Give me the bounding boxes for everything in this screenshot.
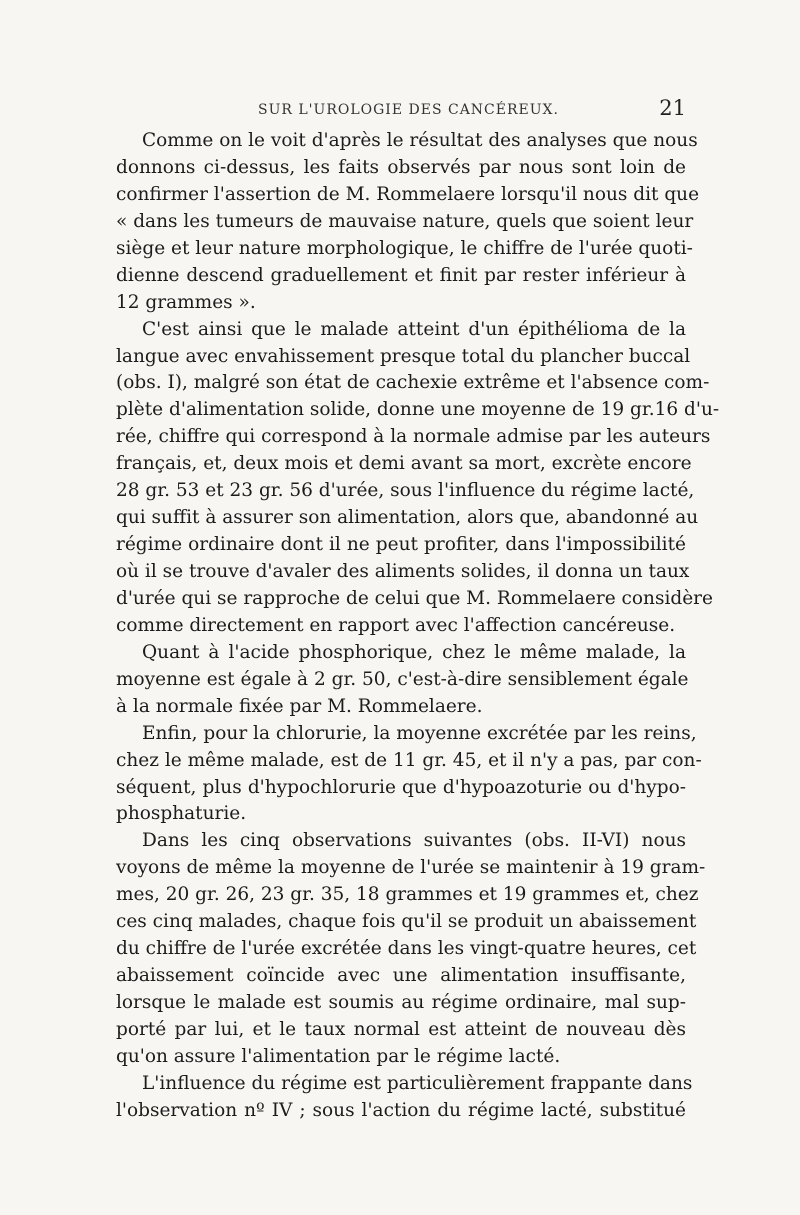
text-line: (obs. I), malgré son état de cachexie extrême et l'absence com- xyxy=(116,372,710,394)
text-line: L'influence du régime est particulièrement frappante dans xyxy=(142,1072,693,1094)
text-line: dienne descend graduellement et finit par rester inférieur à xyxy=(116,264,686,286)
text-line: langue avec envahissement presque total du plancher buccal xyxy=(116,345,691,367)
body-text xyxy=(116,128,720,1125)
text-line: confirmer l'assertion de M. Rommelaere lorsqu'il nous dit que xyxy=(116,183,700,205)
text-line: « dans les tumeurs de mauvaise nature, quels que soient leur xyxy=(116,210,694,232)
text-line: Dans les cinq observations suivantes (obs. II-VI) nous xyxy=(142,830,686,852)
text-line: moyenne est égale à 2 gr. 50, c'est-à-dire sensiblement égale xyxy=(116,668,689,690)
text-line: d'urée qui se rapproche de celui que M. Rommelaere considère xyxy=(116,587,713,609)
text-line: l'observation nº IV ; sous l'action du régime lacté, substitué xyxy=(116,1099,686,1121)
text-line: porté par lui, et le taux normal est atteint de nouveau dès xyxy=(116,1018,686,1040)
text-line: C'est ainsi que le malade atteint d'un épithélioma de la xyxy=(142,318,686,340)
text-line: français, et, deux mois et demi avant sa mort, excrète encore xyxy=(116,453,692,475)
text-line: siège et leur nature morphologique, le chiffre de l'urée quoti- xyxy=(116,237,693,259)
text-line: séquent, plus d'hypochlorurie que d'hypoazoturie ou d'hypo- xyxy=(116,776,686,798)
running-title: SUR L'UROLOGIE DES CANCÉREUX. xyxy=(258,102,559,118)
text-line: ces cinq malades, chaque fois qu'il se produit un abaissement xyxy=(116,911,697,933)
text-line: rée, chiffre qui correspond à la normale admise par les auteurs xyxy=(116,426,711,448)
text-line: 28 gr. 53 et 23 gr. 56 d'urée, sous l'influence du régime lacté, xyxy=(116,480,695,502)
text-line: du chiffre de l'urée excrétée dans les vingt-quatre heures, cet xyxy=(116,938,697,960)
text-line: à la normale fixée par M. Rommelaere. xyxy=(116,695,483,717)
text-line: 12 grammes ». xyxy=(116,291,256,313)
text-line: voyons de même la moyenne de l'urée se maintenir à 19 gram- xyxy=(116,857,706,879)
text-line: qu'on assure l'alimentation par le régime lacté. xyxy=(116,1045,561,1067)
text-line: phosphaturie. xyxy=(116,803,247,825)
text-line: plète d'alimentation solide, donne une moyenne de 19 gr.16 d'u- xyxy=(116,399,720,421)
text-line: mes, 20 gr. 26, 23 gr. 35, 18 grammes et 19 grammes et, chez xyxy=(116,884,699,906)
text-line: Quant à l'acide phosphorique, chez le même malade, la xyxy=(142,641,686,663)
text-line: Comme on le voit d'après le résultat des analyses que nous xyxy=(142,130,698,151)
text-line: donnons ci-dessus, les faits observés par nous sont loin de xyxy=(116,156,686,178)
page-header xyxy=(116,96,686,126)
text-line: lorsque le malade est soumis au régime ordinaire, mal sup- xyxy=(116,992,686,1013)
text-line: où il se trouve d'avaler des aliments solides, il donna un taux xyxy=(116,561,690,582)
page-number: 21 xyxy=(659,96,686,120)
text-line: régime ordinaire dont il ne peut profiter, dans l'impossibilité xyxy=(116,534,686,556)
text-line: comme directement en rapport avec l'affection cancéreuse. xyxy=(116,614,676,636)
text-line: chez le même malade, est de 11 gr. 45, et il n'y a pas, par con- xyxy=(116,749,702,771)
text-line: Enfin, pour la chlorurie, la moyenne excrétée par les reins, xyxy=(142,722,697,744)
text-line: qui suffit à assurer son alimentation, alors que, abandonné au xyxy=(116,507,699,529)
text-line: abaissement coïncide avec une alimentation insuffisante, xyxy=(116,965,686,987)
